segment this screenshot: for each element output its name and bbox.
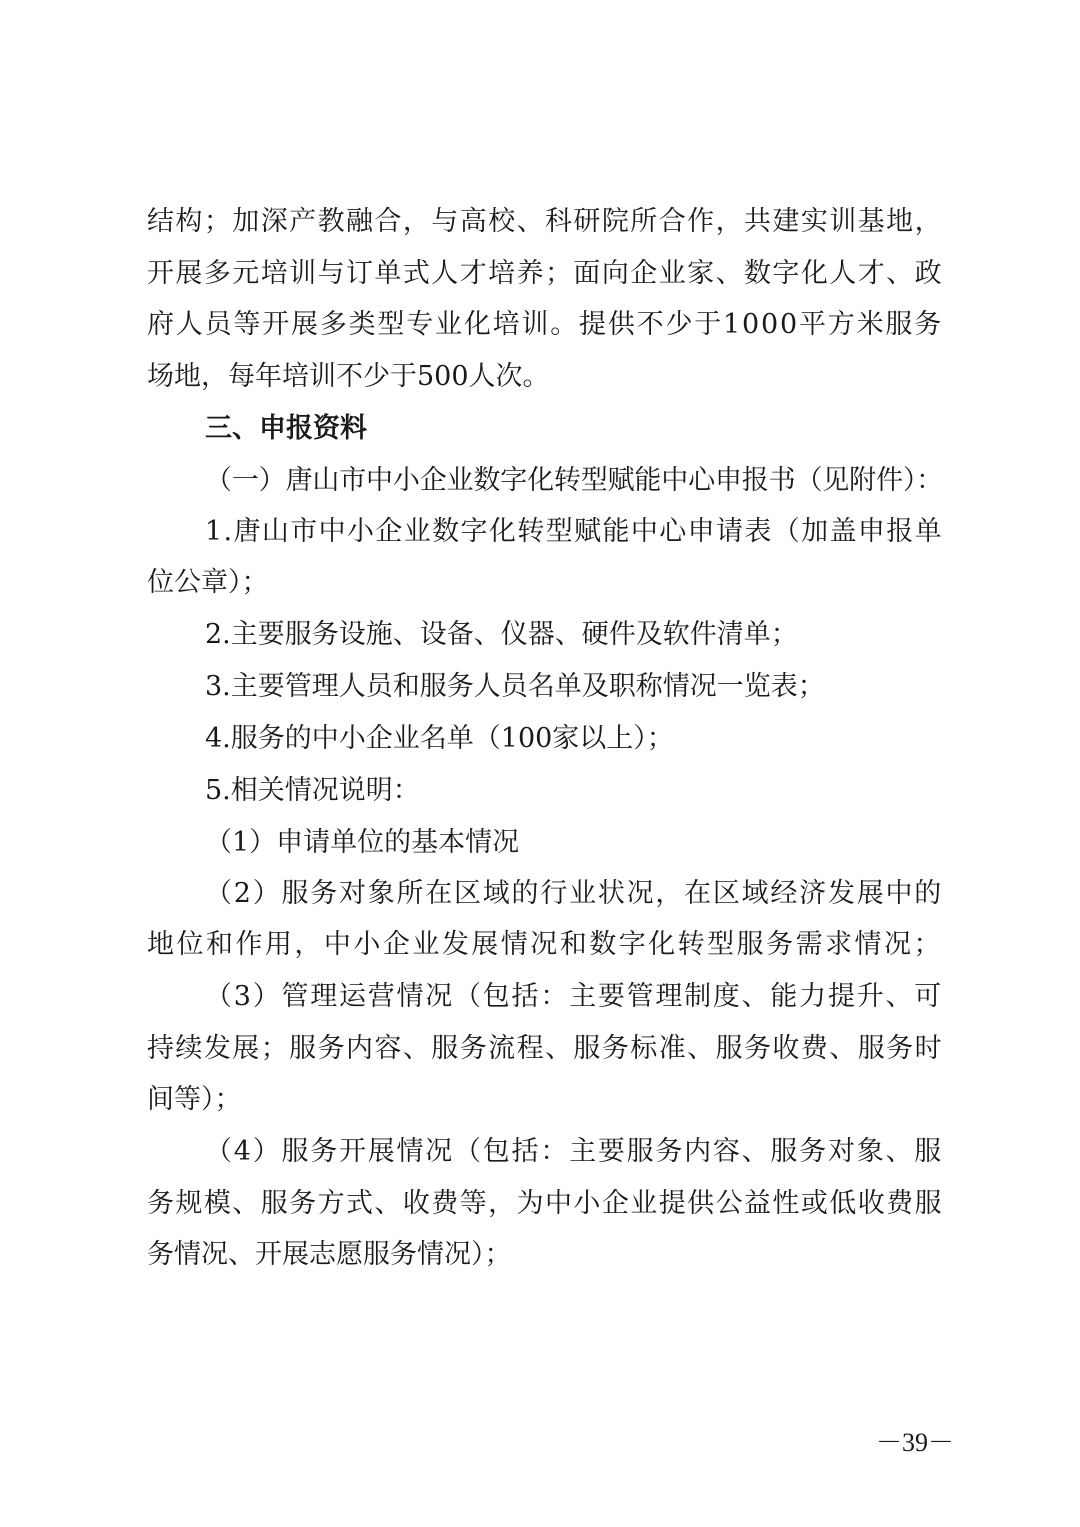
paragraph-line: 场地，每年培训不少于500人次。 xyxy=(147,361,550,392)
paragraph-line: 开展多元培训与订单式人才培养；面向企业家、数字化人才、政 xyxy=(147,258,943,289)
sub-list-item-continued: 间等）； xyxy=(147,1084,242,1115)
page-number: －39－ xyxy=(876,1428,955,1457)
paragraph-line: 结构；加深产教融合，与高校、科研院所合作，共建实训基地， xyxy=(147,206,943,237)
sub-list-item: （2）服务对象所在区域的行业状况，在区域经济发展中的 xyxy=(205,878,943,909)
paragraph-line: 府人员等开展多类型专业化培训。提供不少于1000平方米服务 xyxy=(147,309,943,340)
list-item: 5.相关情况说明： xyxy=(205,775,420,806)
list-item: 3.主要管理人员和服务人员名单及职称情况一览表； xyxy=(205,671,825,702)
subsection-heading: （一）唐山市中小企业数字化转型赋能中心申报书（见附件）： xyxy=(205,465,943,496)
list-item: 4.服务的中小企业名单（100家以上）； xyxy=(205,723,674,754)
list-item: 2.主要服务设施、设备、仪器、硬件及软件清单； xyxy=(205,619,798,650)
section-heading: 三、申报资料 xyxy=(205,413,367,444)
sub-list-item-continued: 务规模、服务方式、收费等，为中小企业提供公益性或低收费服 xyxy=(147,1188,943,1219)
sub-list-item: （1）申请单位的基本情况 xyxy=(205,827,520,858)
sub-list-item: （3）管理运营情况（包括：主要管理制度、能力提升、可 xyxy=(205,981,943,1012)
sub-list-item-continued: 务情况、开展志愿服务情况）； xyxy=(147,1239,512,1270)
sub-list-item: （4）服务开展情况（包括：主要服务内容、服务对象、服 xyxy=(205,1136,943,1167)
sub-list-item-continued: 地位和作用，中小企业发展情况和数字化转型服务需求情况； xyxy=(147,929,943,960)
list-item: 1.唐山市中小企业数字化转型赋能中心申请表（加盖申报单 xyxy=(205,516,943,547)
list-item-continued: 位公章）； xyxy=(147,567,269,598)
sub-list-item-continued: 持续发展；服务内容、服务流程、服务标准、服务收费、服务时 xyxy=(147,1033,943,1064)
